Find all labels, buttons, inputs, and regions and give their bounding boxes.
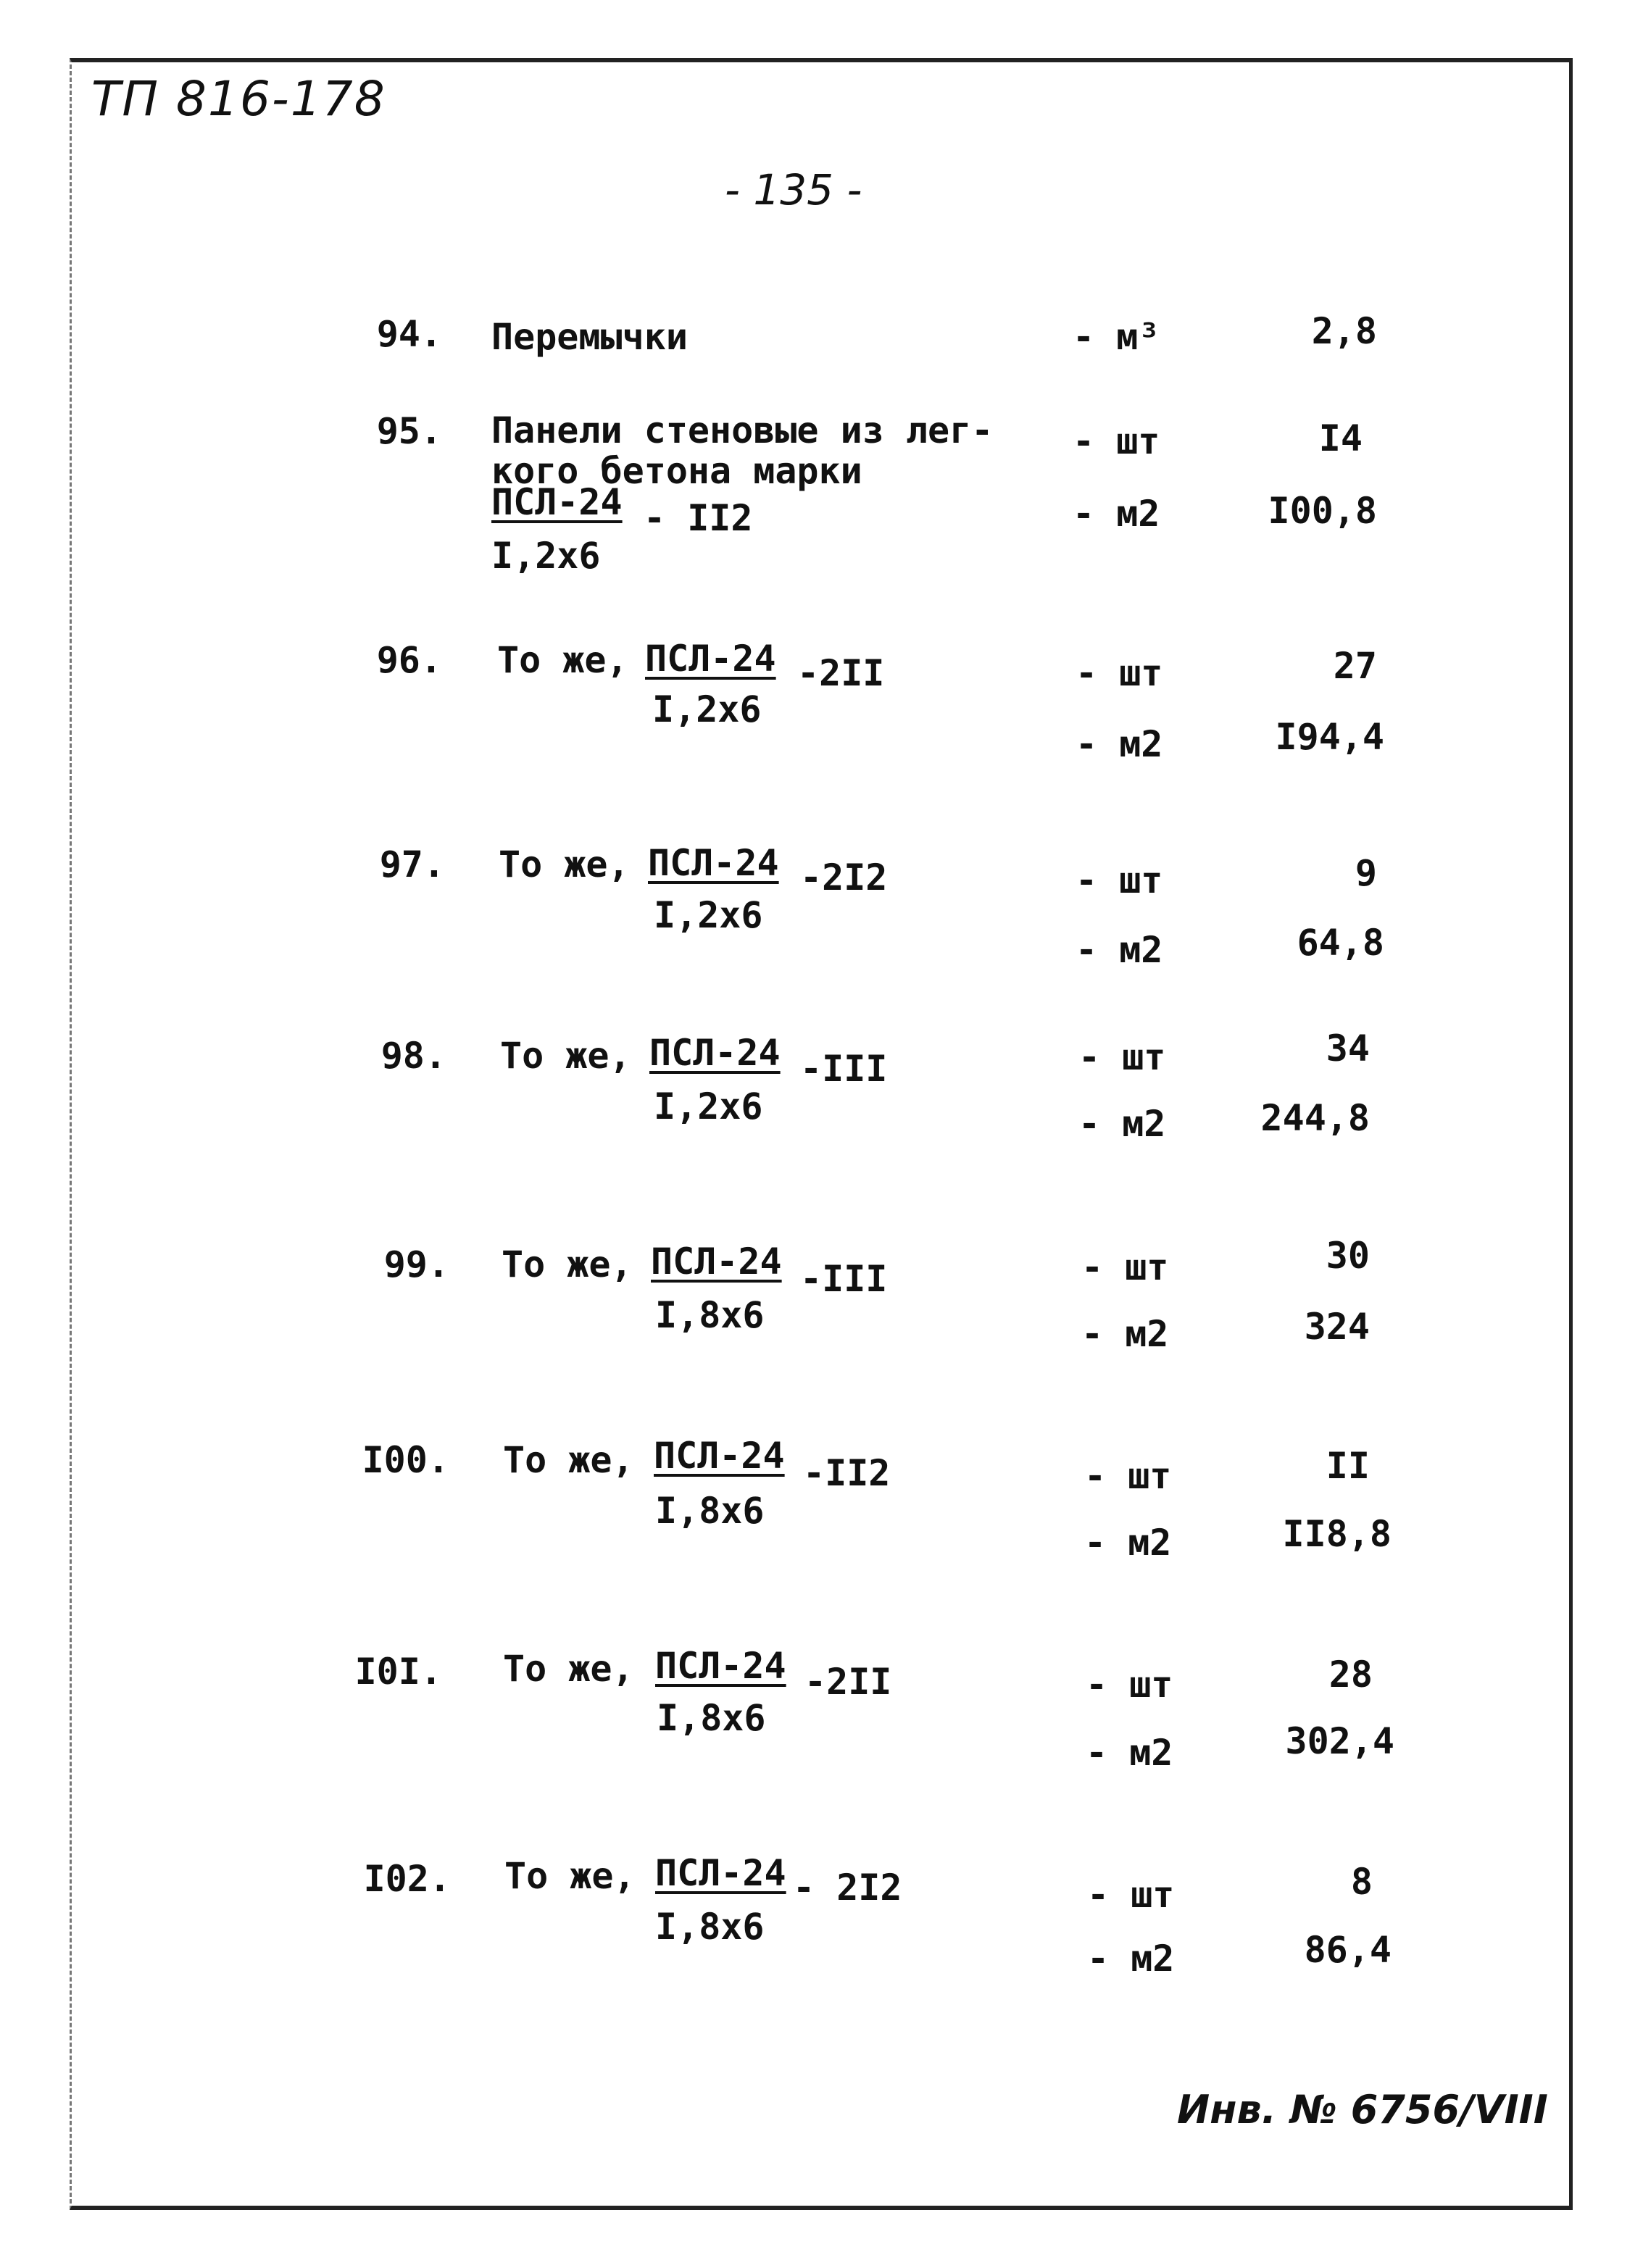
same-as-label: То же, xyxy=(503,1648,634,1690)
item-number: 99. xyxy=(383,1243,449,1285)
quantity: I94,4 xyxy=(1275,716,1384,758)
panel-suffix: -II2 xyxy=(803,1452,891,1494)
quantity: 2,8 xyxy=(1311,310,1377,352)
panel-suffix: -2I2 xyxy=(800,856,888,899)
item-number: 96. xyxy=(376,639,442,681)
quantity: 9 xyxy=(1355,852,1377,894)
inventory-number: Инв. № 6756/VIII xyxy=(1177,2087,1548,2132)
quantity: 27 xyxy=(1333,645,1377,687)
quantity: 302,4 xyxy=(1285,1720,1394,1762)
unit: - м2 xyxy=(1076,723,1163,765)
panel-mark: ПСЛ-24 xyxy=(491,481,623,523)
panel-size: I,2x6 xyxy=(654,1085,763,1127)
unit: - м2 xyxy=(1073,493,1160,535)
unit: - шт xyxy=(1087,1874,1175,1916)
unit: - шт xyxy=(1084,1455,1172,1497)
item-number: I00. xyxy=(362,1439,449,1481)
panel-suffix: -2II xyxy=(804,1661,892,1703)
quantity: 34 xyxy=(1326,1027,1370,1070)
unit: - м2 xyxy=(1087,1938,1175,1980)
item-number: 97. xyxy=(379,843,445,885)
unit: - шт xyxy=(1076,652,1163,694)
same-as-label: То же, xyxy=(499,843,630,885)
quantity: 64,8 xyxy=(1297,922,1384,964)
panel-mark: ПСЛ-24 xyxy=(655,1645,786,1687)
description-line: кого бетона марки xyxy=(491,450,862,492)
unit: - шт xyxy=(1076,859,1163,901)
description-line: Панели стеновые из лег- xyxy=(491,409,994,451)
unit: - шт xyxy=(1078,1036,1166,1078)
unit: - м³ xyxy=(1073,316,1160,358)
same-as-label: То же, xyxy=(503,1439,634,1481)
unit: - м2 xyxy=(1078,1103,1166,1145)
panel-size: I,8x6 xyxy=(655,1906,765,1948)
unit: - м2 xyxy=(1084,1522,1172,1564)
page-number: - 135 - xyxy=(725,165,862,214)
panel-mark: ПСЛ-24 xyxy=(654,1435,785,1477)
same-as-label: То же, xyxy=(502,1243,633,1285)
panel-mark: ПСЛ-24 xyxy=(655,1852,786,1894)
panel-mark: ПСЛ-24 xyxy=(649,1032,781,1074)
item-description: Перемычки xyxy=(491,316,688,358)
panel-suffix: -2II xyxy=(797,652,885,694)
panel-suffix: -III xyxy=(800,1258,888,1300)
unit: - шт xyxy=(1081,1246,1169,1288)
document-code: ТП 816-178 xyxy=(91,71,386,127)
panel-size: I,8x6 xyxy=(655,1294,765,1336)
quantity: 244,8 xyxy=(1260,1097,1370,1139)
quantity: 8 xyxy=(1350,1861,1373,1903)
item-number: 94. xyxy=(376,313,442,355)
unit: - шт xyxy=(1086,1664,1173,1706)
quantity: I4 xyxy=(1318,417,1363,459)
quantity: 28 xyxy=(1328,1654,1373,1696)
quantity: 30 xyxy=(1326,1235,1370,1277)
panel-suffix: - 2I2 xyxy=(793,1867,902,1909)
unit: - м2 xyxy=(1076,929,1163,971)
item-number: I0I. xyxy=(354,1651,442,1693)
quantity: 86,4 xyxy=(1304,1929,1392,1971)
quantity: I00,8 xyxy=(1268,490,1377,532)
same-as-label: То же, xyxy=(504,1855,636,1897)
item-description xyxy=(491,410,993,491)
unit: - м2 xyxy=(1086,1732,1173,1774)
panel-mark: ПСЛ-24 xyxy=(651,1241,782,1283)
panel-size: I,8x6 xyxy=(657,1697,766,1739)
item-number: I02. xyxy=(363,1858,451,1900)
item-number: 95. xyxy=(376,410,442,452)
quantity: II xyxy=(1326,1445,1370,1487)
quantity: II8,8 xyxy=(1282,1513,1392,1555)
panel-size: I,2x6 xyxy=(491,535,601,577)
panel-mark: ПСЛ-24 xyxy=(648,842,779,884)
panel-suffix: -III xyxy=(800,1048,888,1090)
panel-size: I,2x6 xyxy=(652,688,762,730)
item-number: 98. xyxy=(380,1035,446,1077)
panel-suffix: - II2 xyxy=(644,497,753,539)
panel-size: I,8x6 xyxy=(655,1490,765,1532)
same-as-label: То же, xyxy=(500,1035,631,1077)
panel-size: I,2x6 xyxy=(654,894,763,936)
panel-mark: ПСЛ-24 xyxy=(645,638,776,680)
quantity: 324 xyxy=(1304,1306,1370,1348)
same-as-label: То же, xyxy=(497,639,628,681)
unit: - м2 xyxy=(1081,1313,1169,1355)
unit: - шт xyxy=(1073,420,1160,462)
